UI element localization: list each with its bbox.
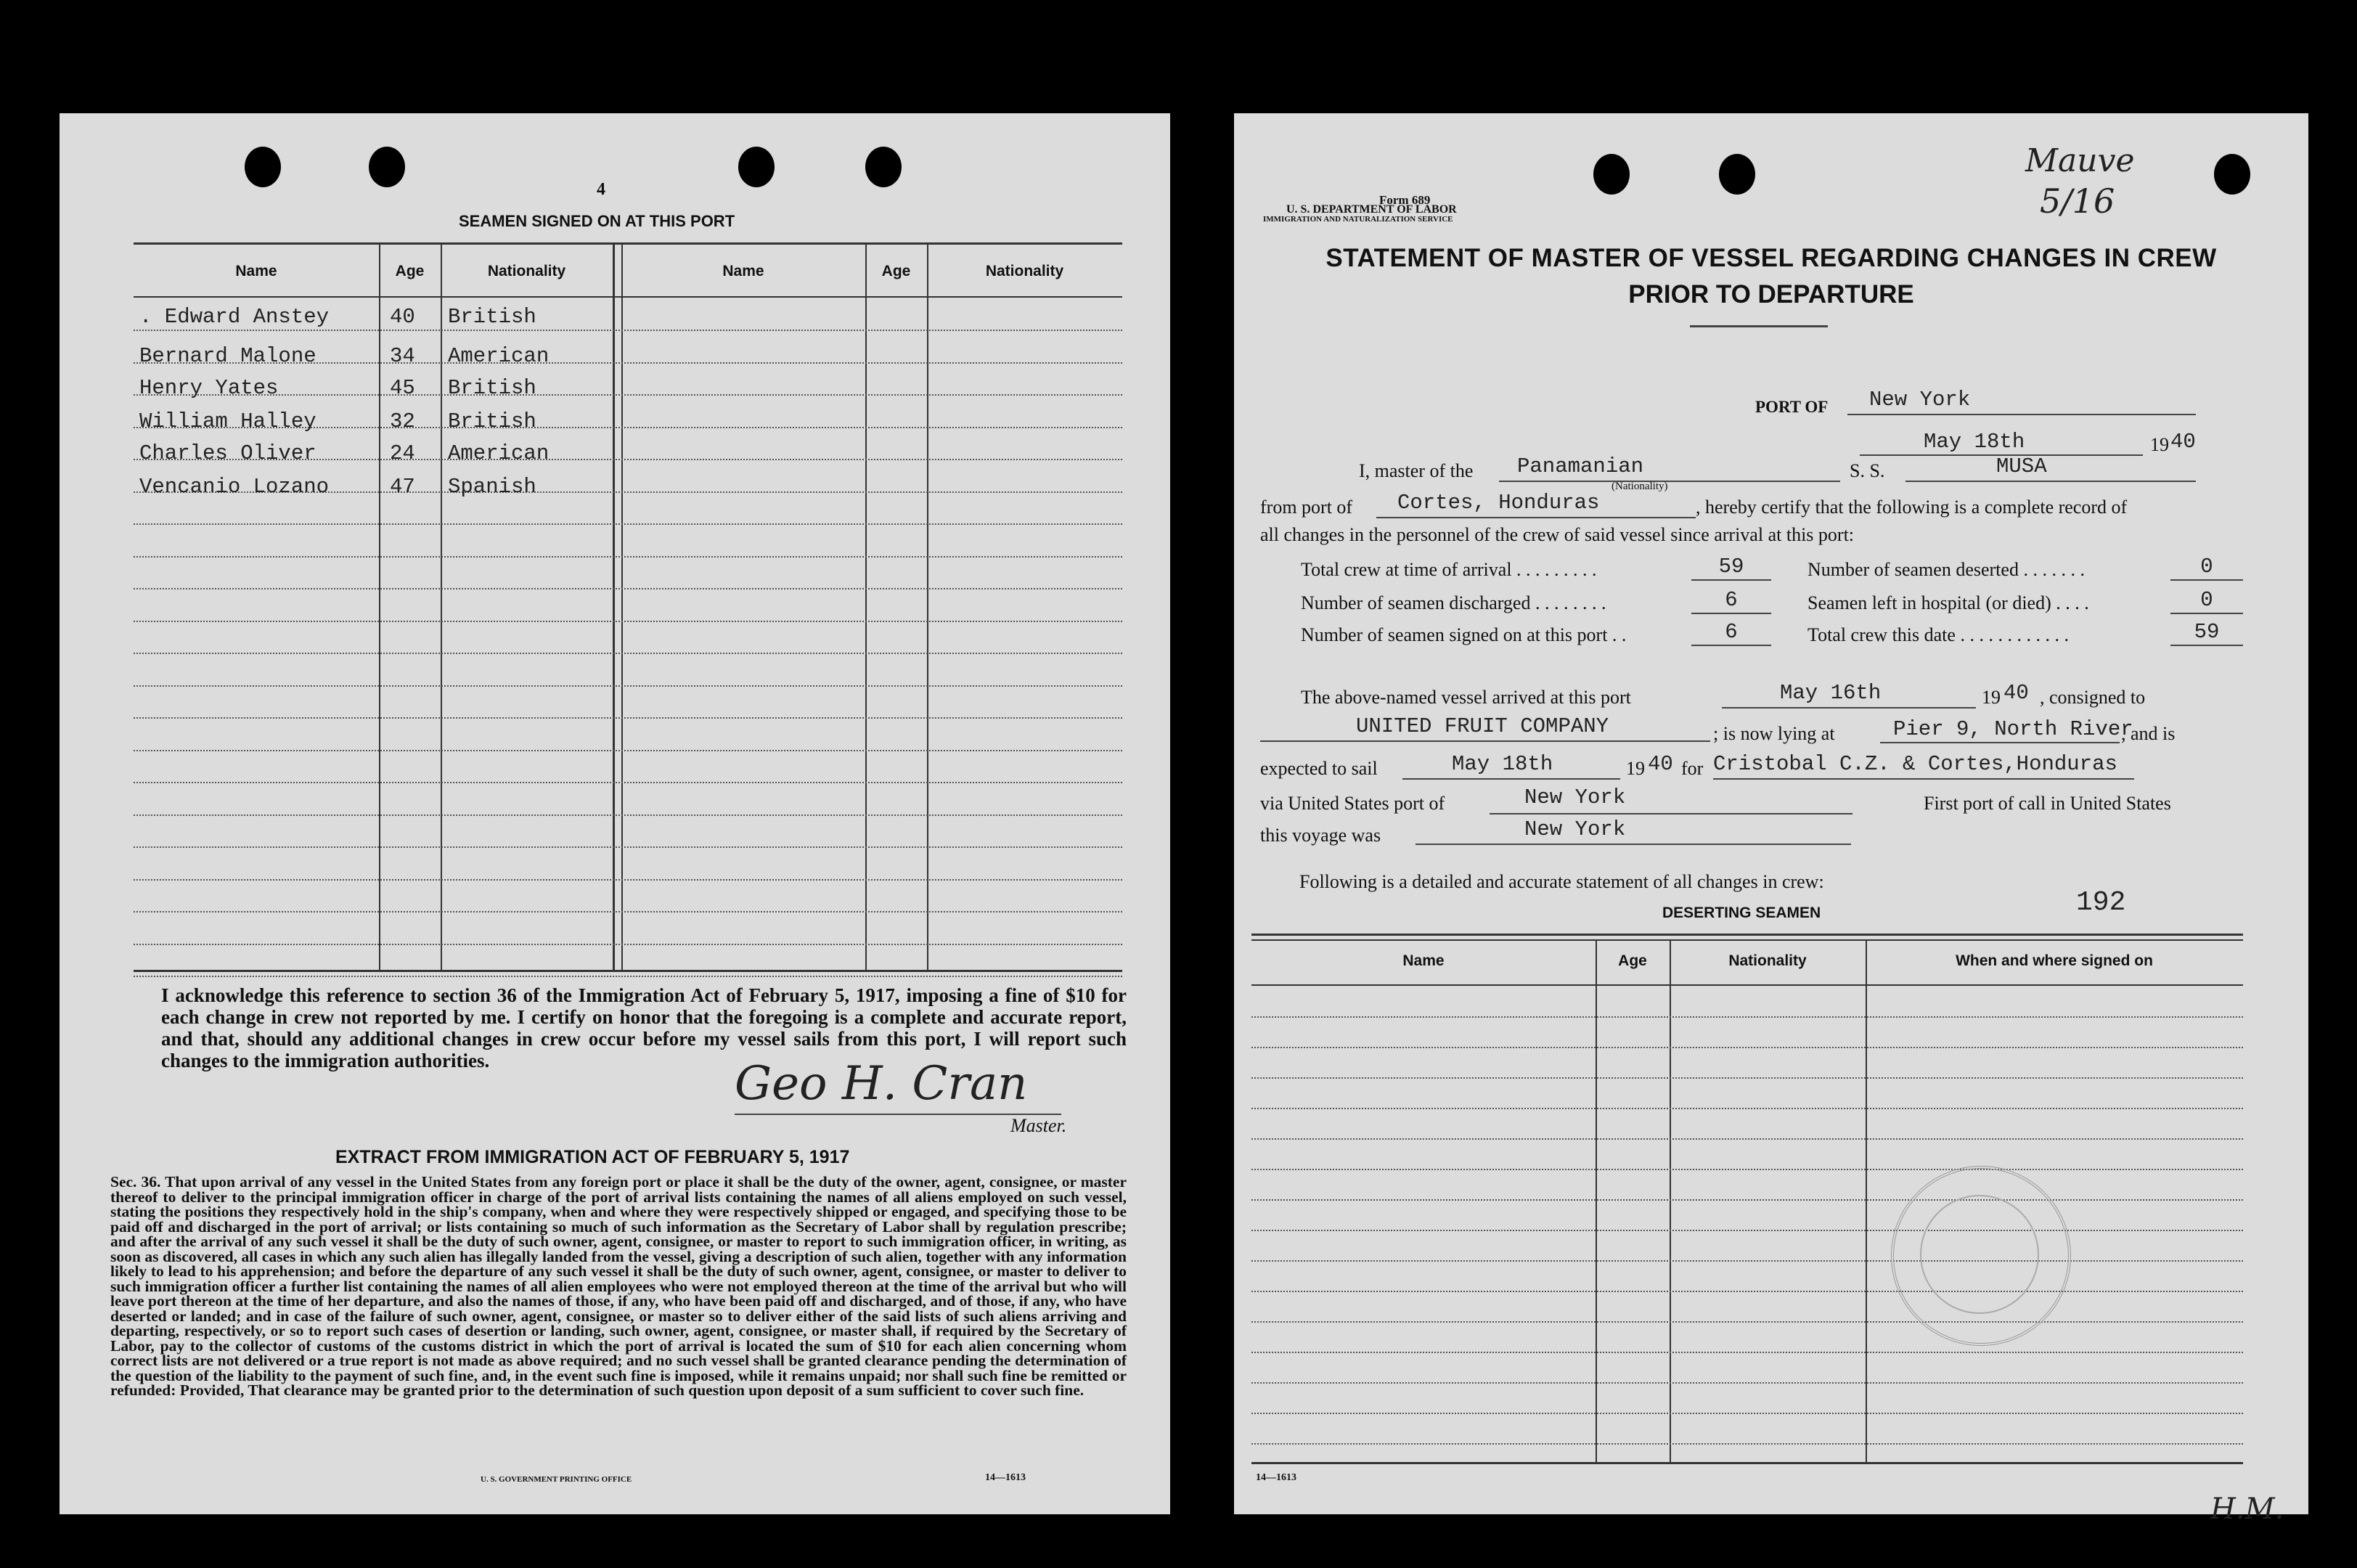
- stat-line: [1691, 613, 1771, 614]
- stat-label: Number of seamen signed on at this port . .: [1301, 624, 1627, 645]
- punch-hole: [1593, 154, 1630, 195]
- stat-value: 6: [1725, 588, 1738, 612]
- year-value: 40: [2170, 430, 2196, 454]
- row-rule: [1251, 1138, 2243, 1140]
- col-header-age: Age: [881, 263, 911, 279]
- deserting-title: DESERTING SEAMEN: [1662, 905, 1821, 921]
- table-divider: [865, 242, 867, 970]
- page-number: 4: [597, 180, 605, 199]
- stat-label: Total crew this date . . . . . . . . . . . .: [1807, 624, 2069, 645]
- this-voyage-label: this voyage was: [1260, 825, 1381, 846]
- table-bottom-rule: [134, 970, 1122, 972]
- ship-name: MUSA: [1996, 454, 2047, 478]
- stat-line: [1691, 645, 1771, 646]
- table-header-rule: [134, 296, 1122, 298]
- seaman-name: Henry Yates: [139, 376, 279, 400]
- row-rule: [134, 621, 1122, 622]
- nationality-caption: (Nationality): [1611, 481, 1668, 492]
- table-divider: [1670, 939, 1671, 1462]
- row-rule: [1251, 1443, 2243, 1445]
- row-rule: [1251, 1047, 2243, 1048]
- master-signature: Geo H. Cran: [735, 1057, 1028, 1111]
- row-rule: [1251, 1077, 2243, 1079]
- destination: Cristobal C.Z. & Cortes,Honduras: [1713, 752, 2117, 776]
- punch-hole: [1719, 154, 1755, 195]
- master-of-label: I, master of the: [1359, 460, 1474, 481]
- seaman-age: 32: [390, 409, 415, 433]
- via-port: New York: [1524, 785, 1626, 809]
- row-rule: [134, 814, 1122, 816]
- stat-line: [2170, 613, 2243, 614]
- table-divider: [927, 242, 928, 970]
- row-rule: [134, 523, 1122, 525]
- seaman-name: Vencanio Lozano: [139, 475, 330, 499]
- punch-hole: [369, 147, 405, 187]
- stat-value: 0: [2200, 555, 2213, 579]
- handwritten-note: 5/16: [2040, 181, 2115, 221]
- left-page: [60, 113, 1170, 1514]
- punch-hole: [738, 147, 775, 187]
- record-number: 192: [2076, 887, 2126, 918]
- punch-hole: [865, 147, 902, 187]
- row-rule: [134, 944, 1122, 945]
- row-rule: [1251, 1199, 2243, 1201]
- sail-date: May 18th: [1452, 752, 1553, 776]
- row-rule: [1251, 1016, 2243, 1018]
- table-divider: [441, 242, 442, 970]
- port-value: New York: [1869, 388, 1971, 412]
- col-header-nationality: Nationality: [1728, 952, 1807, 969]
- row-rule: [134, 556, 1122, 558]
- consigned-label: , consigned to: [2040, 687, 2146, 708]
- row-rule: [1251, 1413, 2243, 1414]
- seaman-nationality: British: [448, 305, 536, 329]
- seaman-name: William Halley: [139, 409, 316, 433]
- all-changes-text: all changes in the personnel of the crew of said vessel since arrival at this port:: [1260, 524, 1855, 545]
- section-title: SEAMEN SIGNED ON AT THIS PORT: [459, 212, 735, 230]
- arrived-year: 40: [2003, 681, 2029, 705]
- col-header-name: Name: [1402, 952, 1445, 969]
- seaman-age: 45: [390, 376, 415, 400]
- table-divider: [613, 242, 615, 970]
- table-top-rule: [1251, 934, 2243, 936]
- seaman-nationality: Spanish: [448, 475, 536, 499]
- seaman-age: 34: [390, 344, 415, 368]
- row-rule: [1251, 1169, 2243, 1170]
- stat-label: Number of seamen deserted . . . . . . .: [1807, 559, 2085, 580]
- service: IMMIGRATION AND NATURALIZATION SERVICE: [1263, 215, 1453, 224]
- from-port-line: [1376, 517, 1696, 518]
- seaman-name: . Edward Anstey: [139, 305, 330, 329]
- row-rule: [134, 653, 1122, 654]
- following-text: Following is a detailed and accurate statement of all changes in crew:: [1299, 871, 1824, 892]
- pier-line: [1880, 742, 2120, 743]
- year-prefix: 19: [2150, 434, 2169, 455]
- seaman-nationality: American: [448, 344, 550, 368]
- row-rule: [1251, 1108, 2243, 1109]
- row-rule: [134, 394, 1122, 396]
- stat-value: 6: [1725, 620, 1738, 644]
- date-value: May 18th: [1924, 430, 2025, 454]
- row-rule: [134, 846, 1122, 848]
- col-header-name: Name: [235, 263, 277, 279]
- seaman-nationality: American: [448, 441, 550, 465]
- for-label: for: [1681, 758, 1704, 779]
- sail-line: [1402, 778, 1620, 780]
- col-header-age: Age: [395, 263, 425, 279]
- sail-year-prefix: 19: [1626, 758, 1645, 779]
- col-header-nationality: Nationality: [985, 263, 1064, 279]
- row-rule: [1251, 1382, 2243, 1384]
- table-top-rule: [1251, 939, 2243, 941]
- nationality-value: Panamanian: [1517, 454, 1644, 478]
- via-line: [1490, 813, 1852, 814]
- table-divider: [1866, 939, 1867, 1462]
- row-rule: [1251, 1352, 2243, 1353]
- extract-text: Sec. 36. That upon arrival of any vessel in the United States from any foreign port or place it shall be the duty of the owner, agent, consignee, or master thereof to deliver to the principal immigration officer in charge of the port of arrival lists containing the names of all aliens employed on such vessel, stating the positions they respectively hold in the ship's company, when and where they were respectively shipped or engaged, and specifying those to be paid off and discharged in the port of arrival; or lists containing so much of such information as the Secretary of Labor shall by regulation prescribe; and after the arrival of any such vessel it shall be the duty of such owner, agent, consignee, or master to report to such immigration officer, in writing, as soon as discovered, all cases in which any such alien has illegally landed from the vessel, giving a description of such alien, together with any information likely to lead to his apprehension; and before the departure of any such vessel it shall be the duty of such owner, agent, consignee, or master to deliver to such immigration officer a further list containing the names of all alien employees who were not employed thereon at the time of the arrival but who will leave port thereon at the time of her departure, and also the names of those, if any, who have been paid off and discharged, and of those, if any, who have deserted or landed; and in case of the failure of such owner, agent, consignee, or master so to deliver either of the said lists of such aliens arriving and departing, respectively, or so to report such cases of desertion or landing, such owner, agent, consignee, or master shall, if required by the Secretary of Labor, pay to the collector of customs of the customs district in which the port of arrival is located the sum of $10 for each alien concerning whom correct lists are not delivered or a true report is not made as above required; and no such vessel shall be granted clearance pending the determination of the question of the liability to the payment of such fine, and, in the event such fine is imposed, while it remains unpaid; nor shall such fine be remitted or refunded: Provided, That clearance may be granted prior to the determination of such question upon deposit of a sum sufficient to cover such fine.: [110, 1173, 1127, 1399]
- stat-line: [2170, 579, 2243, 581]
- from-port-label: from port of: [1260, 497, 1353, 518]
- and-is: , and is: [2121, 723, 2176, 744]
- stat-label: Total crew at time of arrival . . . . . . . . .: [1301, 559, 1597, 580]
- stat-label: Number of seamen discharged . . . . . . . .: [1301, 592, 1606, 613]
- stat-value: 59: [1718, 555, 1744, 579]
- row-rule: [134, 685, 1122, 687]
- row-rule: [134, 879, 1122, 881]
- stat-line: [1691, 579, 1771, 581]
- punch-hole: [245, 147, 281, 187]
- form-title: STATEMENT OF MASTER OF VESSEL REGARDING CHANGES IN CREW: [1325, 244, 2217, 272]
- corner-mark: H.M.: [2210, 1493, 2284, 1526]
- signature-label: Master.: [1010, 1115, 1067, 1136]
- from-port-value: Cortes, Honduras: [1397, 491, 1600, 515]
- table-top-rule: [134, 242, 1122, 245]
- seaman-name: Bernard Malone: [139, 344, 316, 368]
- first-port: New York: [1524, 817, 1626, 841]
- form-number: Form 689: [1379, 193, 1431, 207]
- row-rule: [134, 588, 1122, 589]
- port-line: [1847, 414, 2196, 415]
- seaman-name: Charles Oliver: [139, 441, 316, 465]
- row-rule: [134, 750, 1122, 751]
- row-rule: [134, 782, 1122, 783]
- port-label: PORT OF: [1755, 398, 1829, 416]
- via-label: via United States port of: [1260, 793, 1445, 814]
- row-rule: [134, 911, 1122, 912]
- acknowledgment-text: I acknowledge this reference to section 36 of the Immigration Act of February 5, 1917, imposing a fine of $10 for each change in crew not reported by me. I certify on honor that the foregoing is a complete and accurate report, and that, should any additional changes in crew occur before my vessel sails from this port, I will report such changes to the immigration authorities.: [161, 984, 1127, 1071]
- row-rule: [134, 330, 1122, 331]
- form-title-line2: PRIOR TO DEPARTURE: [1628, 280, 1914, 309]
- round-stamp-inner: [1920, 1195, 2039, 1314]
- arrived-line: [1722, 707, 1976, 709]
- stat-value: 0: [2200, 588, 2213, 612]
- seaman-age: 24: [390, 441, 415, 465]
- row-rule: [1251, 1291, 2243, 1292]
- seaman-nationality: British: [448, 409, 536, 433]
- table-header-rule: [1251, 984, 2243, 986]
- pier: Pier 9, North River: [1893, 717, 2133, 741]
- department: U. S. DEPARTMENT OF LABOR: [1286, 203, 1457, 216]
- first-port-label: First port of call in United States: [1924, 793, 2171, 814]
- col-header-age: Age: [1618, 952, 1647, 969]
- arrived-year-prefix: 19: [1982, 687, 2001, 708]
- row-rule: [1251, 1230, 2243, 1231]
- right-page: [1234, 113, 2308, 1526]
- extract-title: EXTRACT FROM IMMIGRATION ACT OF FEBRUARY 5, 1917: [335, 1147, 850, 1167]
- first-port-line: [1416, 844, 1851, 845]
- table-divider: [621, 242, 623, 970]
- table-divider: [379, 242, 380, 970]
- sail-year: 40: [1648, 752, 1673, 776]
- table-bottom-rule: [1251, 1462, 2243, 1464]
- stat-line: [2170, 645, 2243, 646]
- arrived-label: The above-named vessel arrived at this port: [1301, 687, 1631, 708]
- form-code: 14—1613: [1256, 1472, 1296, 1483]
- destination-line: [1713, 778, 2134, 780]
- printer-credit: U. S. GOVERNMENT PRINTING OFFICE: [481, 1475, 632, 1484]
- row-rule: [134, 717, 1122, 719]
- handwritten-note: Mauve: [2025, 142, 2135, 179]
- stat-value: 59: [2194, 620, 2220, 644]
- seaman-nationality: British: [448, 376, 536, 400]
- nationality-line: [1499, 481, 1840, 482]
- consignee-line: [1260, 740, 1710, 742]
- row-rule: [1251, 1321, 2243, 1323]
- consignee: UNITED FRUIT COMPANY: [1356, 714, 1609, 738]
- arrived-date: May 16th: [1780, 681, 1882, 705]
- col-header-signed-on: When and where signed on: [1956, 952, 2153, 969]
- seaman-age: 47: [390, 475, 415, 499]
- punch-hole: [2214, 154, 2250, 195]
- title-underline: [1690, 325, 1828, 327]
- row-rule: [134, 976, 1122, 977]
- seaman-age: 40: [390, 305, 415, 329]
- col-header-nationality: Nationality: [487, 263, 566, 279]
- ss-label: S. S.: [1850, 460, 1885, 481]
- row-rule: [1251, 1260, 2243, 1262]
- lying-label: ; is now lying at: [1713, 723, 1835, 744]
- expected-label: expected to sail: [1260, 758, 1378, 779]
- form-code: 14—1613: [985, 1472, 1026, 1483]
- table-divider: [1596, 939, 1597, 1462]
- stat-label: Seamen left in hospital (or died) . . . .: [1807, 592, 2089, 613]
- certify-text: , hereby certify that the following is a complete record of: [1696, 497, 2128, 518]
- col-header-name: Name: [722, 263, 764, 279]
- ship-line: [1905, 481, 2196, 482]
